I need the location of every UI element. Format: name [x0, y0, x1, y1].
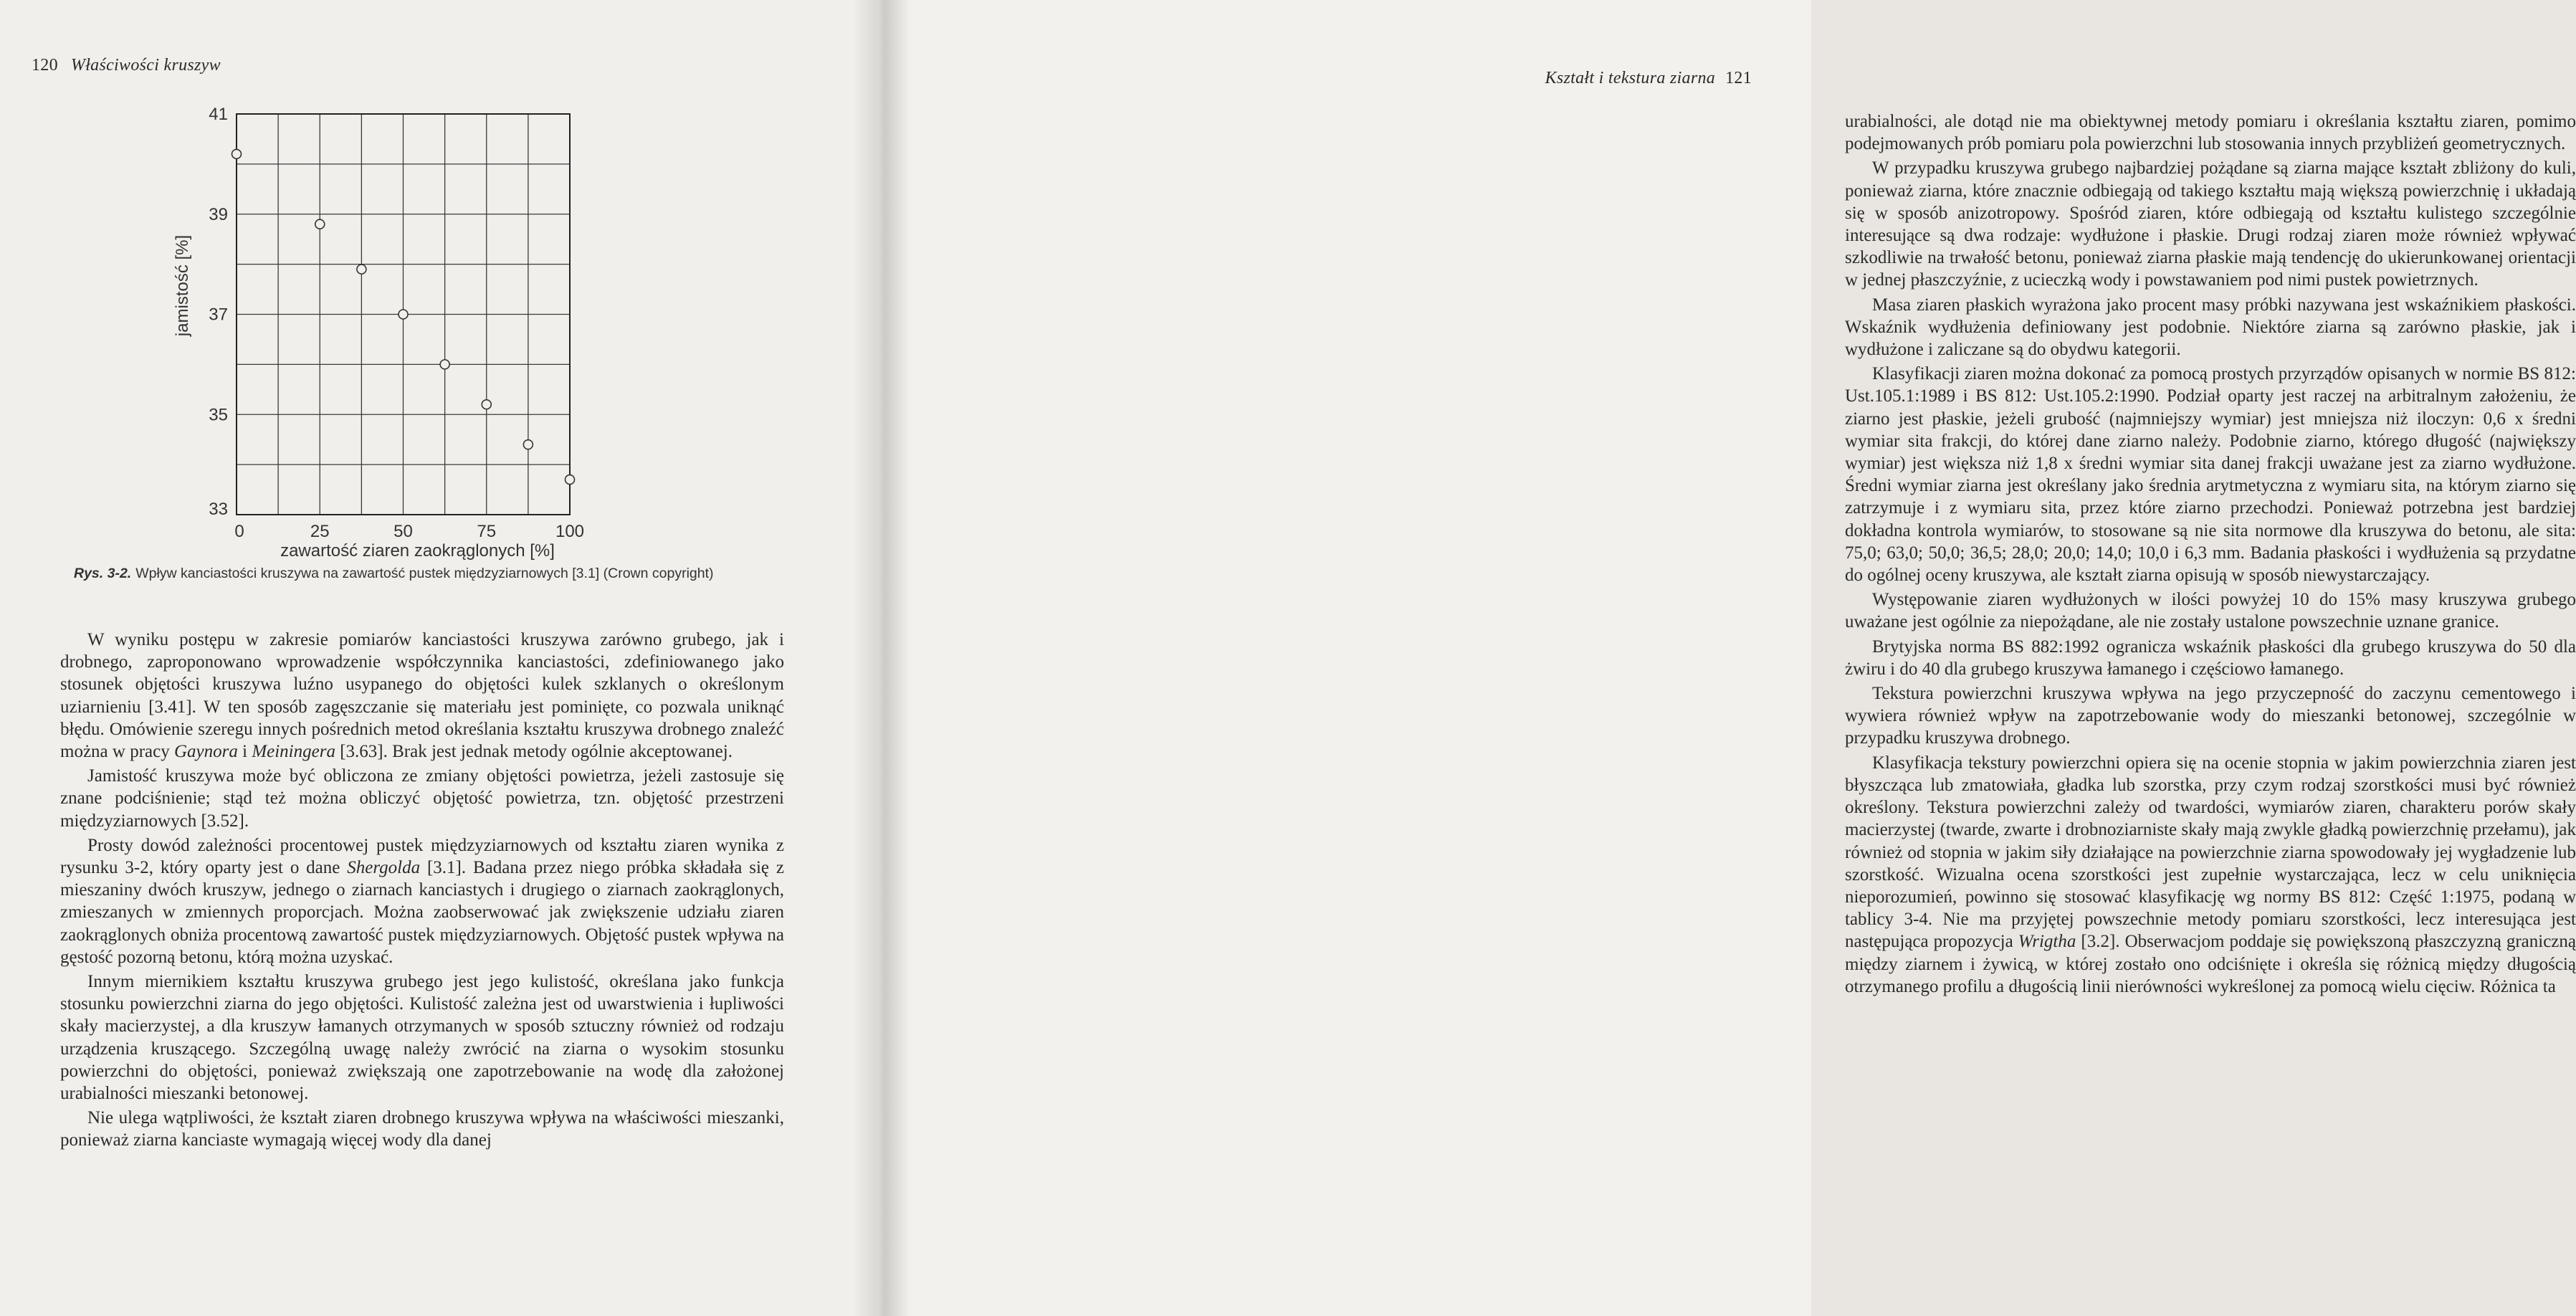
data-point: [566, 475, 575, 485]
text-run: Innym miernikiem kształtu kruszywa grubego jest jego kulistość, określana jako funkcja stosunku powierzchni ziarna do jego objętości. Kulistość zależna jest od uwarstwienia i łupliwości skały macierzystej, a dla kruszyw łamanych otrzymanych w sposób sztuczny również od rodzaju urządzenia kruszącego. Szczególną uwagę należy zwrócić na ziarna o wysokim stosunku powierzchni do objętości, ponieważ zwiększają one zapotrzebowanie na wodę dla założonej urabialności mieszanki betonowej.: [60, 972, 784, 1104]
figure-label: Rys. 3-2.: [74, 566, 132, 581]
y-axis-label: jamistość [%]: [173, 234, 192, 337]
y-tick-label: 35: [209, 405, 228, 425]
text-run: W wyniku postępu w zakresie pomiarów kanciastości kruszywa zarówno grubego, jak i drobnego, zaproponowano wprowadzenie współczynnika kanciastości, zdefiniowanego jako stosunek objętości kruszywa luźno usypanego do objętości kulek szklanych o określonym uziarnieniu [3.41]. W ten sposób zagęszczanie się materiału jest pominięte, co pozwala uniknąć błędu. Omówienie szeregu innych pośrednich metod określania kształtu kruszywa drobnego znaleźć można w pracy: [60, 630, 784, 762]
text-run: W przypadku kruszywa grubego najbardziej pożądane są ziarna mające kształt zbliżony do kuli, ponieważ ziarna, które znacznie odbiegają od takiego kształtu mają większą powierzchnię i układają się w sposób anizotropowy. Spośród ziaren, które odbiegają od kształtu kulistego szczególnie interesujące są dwa rodzaje: wydłużone i płaskie. Drugi rodzaj ziaren może również wpływać szkodliwie na trwałość betonu, ponieważ ziarna płaskie mają tendencję do ukierunkowanej orientacji w jednej płaszczyźnie, z ucieczką wody i powstawaniem pod nimi pustek powietrznych.: [1845, 158, 2576, 290]
text-run: Klasyfikacja tekstury powierzchni opiera się na ocenie stopnia w jakim powierzchnia ziaren jest błyszcząca lub zmatowiała, gładka lub szorstka, przy czym rodzaj szorstkości musi być również określony. Tekstura powierzchni zależy od twardości, wymiarów ziaren, charakteru porów skały macierzystej (twarde, zwarte i drobnoziarniste skały mają zwykle gładką powierzchnię przełamu), jak również od stopnia w jakim siły działające na powierzchnie ziarna spowodowały jej wygładzenie lub szorstkość. Wizualna ocena szorstkości jest zupełnie wystarczająca, lecz w celu uniknięcia nieporozumień, powinno się stosować klasyfikację wg normy BS 812: Część 1:1975, podaną w tablicy 3-4. Nie ma przyjętej powszechnie metody pomiaru szorstkości, lecz interesująca jest następująca propozycja: [1845, 753, 2576, 952]
running-head-right: [1545, 69, 1752, 88]
paragraph: [1845, 363, 2576, 586]
data-point: [523, 440, 533, 449]
author-name: Meiningera: [252, 742, 335, 762]
data-point: [482, 400, 491, 409]
text-run: Nie ulega wątpliwości, że kształt ziaren drobnego kruszywa wpływa na właściwości mieszanki, ponieważ ziarna kanciaste wymagają więcej wody dla danej: [60, 1108, 784, 1150]
data-point: [357, 264, 366, 274]
text-run: Jamistość kruszywa może być obliczona ze zmiany objętości powietrza, jeżeli zastosuje się znane podciśnienie; stąd też można obliczyć objętość powietrza, tzn. objętość przestrzeni międzyziarnowych [3.52].: [60, 766, 784, 831]
scatter-chart: [173, 97, 667, 561]
right-page: [876, 0, 2576, 1316]
running-title: Kształt i tekstura ziarna: [1545, 69, 1716, 87]
text-run: Klasyfikacji ziaren można dokonać za pomocą prostych przyrządów opisanych w normie BS 812: Ust.105.1:1989 i BS 812: Ust.105.2:1990. Podział oparty jest raczej na arbitralnym założeniu, że ziarno jest płaskie, jeżeli grubość (najmniejszy wymiar) jest mniejsza niż iloczyn: 0,6 x średni wymiar sita frakcji, do której dane ziarno należy. Podobnie ziarno, którego długość (największy wymiar) jest większa niż 1,8 x średni wymiar sita danej frakcji uważane jest za ziarno wydłużone. Średni wymiar ziarna jest określany jako średnia arytmetyczna z wymiaru sita, na którym ziarno się zatrzymuje i z wymiaru sita, przez które ziarno przechodzi. Ponieważ potrzebna jest bardziej dokładna kontrola wymiarów, to stosowane są nie sita normowe dla kruszywa do betonu, ale sita: 75,0; 63,0; 50,0; 36,5; 28,0; 20,0; 14,0; 10,0 i 6,3 mm. Badania płaskości i wydłużenia są przydatne do ogólnej oceny kruszywa, ale kształt ziarna opisują w sposób niewystarczający.: [1845, 364, 2576, 586]
text-run: i: [237, 742, 252, 762]
author-name: Gaynora: [173, 742, 238, 762]
text-run: Występowanie ziaren wydłużonych w ilości powyżej 10 do 15% masy kruszywa grubego uważane jest ogólnie za niepożądane, ale nie zostały ustalone powszechnie uznane granice.: [1845, 590, 2576, 632]
text-run: [3.1]. Badana przez niego próbka składała się z mieszaniny dwóch kruszyw, jednego o ziarnach kanciastych i drugiego o ziarnach zaokrąglonych, zmieszanych w zmiennych proporcjach. Można zaobserwować jak zwiększenie udziału ziaren zaokrąglonych obniża procentową zawartość pustek międzyziarnowych. Objętość pustek wpływa na gęstość pozorną betonu, którą można uzyskać.: [60, 858, 784, 967]
data-point: [440, 360, 449, 369]
text-run: urabialności, ale dotąd nie ma obiektywnej metody pomiaru i określania kształtu ziaren, pomimo podejmowanych prób pomiaru pola powierzchni lub stosowania innych przybliżeń geometrycznych.: [1845, 112, 2576, 154]
paragraph: [60, 834, 784, 968]
page-number: 120: [32, 56, 58, 75]
paragraph: [1845, 294, 2576, 361]
x-tick-label: 100: [555, 522, 585, 541]
text-run: [3.2]. Obserwacjom poddaje się powiększoną płaszczyzną graniczną między ziarnem i żywicą, w której zostało ono odciśnięte i określa się różnicą między długością otrzymanego profilu a długością linii nierówności wykreślonej za pomocą wielu cięciw. Różnica ta: [1845, 932, 2576, 996]
x-tick-label: 50: [393, 522, 413, 541]
author-name: Shergolda: [347, 858, 421, 878]
data-point: [315, 219, 325, 229]
author-name: Wrigtha: [2018, 932, 2076, 952]
paragraph: [1845, 588, 2576, 633]
y-tick-label: 41: [209, 105, 228, 124]
paragraph: [1845, 636, 2576, 680]
paragraph: [60, 971, 784, 1105]
paragraph: [1845, 157, 2576, 291]
y-tick-label: 39: [209, 204, 228, 224]
text-run: Tekstura powierzchni kruszywa wpływa na jego przyczepność do zaczynu cementowego i wywiera również wpływ na zapotrzebowanie wody do mieszanki betonowej, szczególnie w przypadku kruszywa drobnego.: [1845, 684, 2576, 748]
paragraph: [60, 629, 784, 763]
paragraph: [1845, 110, 2576, 155]
figure-chart: [173, 97, 667, 561]
x-tick-label: 25: [310, 522, 330, 541]
paragraph: [1845, 752, 2576, 998]
figure-caption-text: Wpływ kanciastości kruszywa na zawartość pustek międzyziarnowych [3.1] (Crown copyright): [135, 566, 714, 581]
left-body-text: [60, 629, 784, 1154]
paragraph: [60, 1107, 784, 1151]
y-tick-label: 33: [209, 500, 228, 519]
page-number: 121: [1725, 69, 1752, 87]
right-body-text: [1845, 110, 2576, 1000]
paragraph: [60, 765, 784, 832]
running-head-left: [32, 56, 221, 75]
data-point: [399, 310, 408, 319]
running-title: Właściwości kruszyw: [70, 56, 221, 75]
paragraph: [1845, 682, 2576, 750]
left-page: [0, 0, 876, 1316]
y-tick-label: 37: [209, 305, 228, 325]
text-run: Masa ziaren płaskich wyrażona jako procent masy próbki nazywana jest wskaźnikiem płaskości. Wskaźnik wydłużenia definiowany jest podobnie. Niektóre ziarna są zarówno płaskie, jak i wydłużone i zaliczane są do obydwu kategorii.: [1845, 295, 2576, 360]
x-tick-label: 75: [477, 522, 497, 541]
x-axis-label: zawartość ziaren zaokrąglonych [%]: [280, 541, 555, 561]
x-tick-label: 0: [234, 522, 244, 541]
text-run: [3.63]. Brak jest jednak metody ogólnie akceptowanej.: [335, 742, 733, 762]
figure-caption: [74, 564, 791, 583]
text-run: Brytyjska norma BS 882:1992 ogranicza wskaźnik płaskości dla grubego kruszywa do 50 dla żwiru i do 40 dla grubego kruszywa łamanego i częściowo łamanego.: [1845, 636, 2576, 679]
data-point: [232, 149, 242, 158]
text-run: Prosty dowód zależności procentowej pustek międzyziarnowych od kształtu ziaren wynika z rysunku 3-2, który oparty jest o dane: [60, 835, 784, 878]
